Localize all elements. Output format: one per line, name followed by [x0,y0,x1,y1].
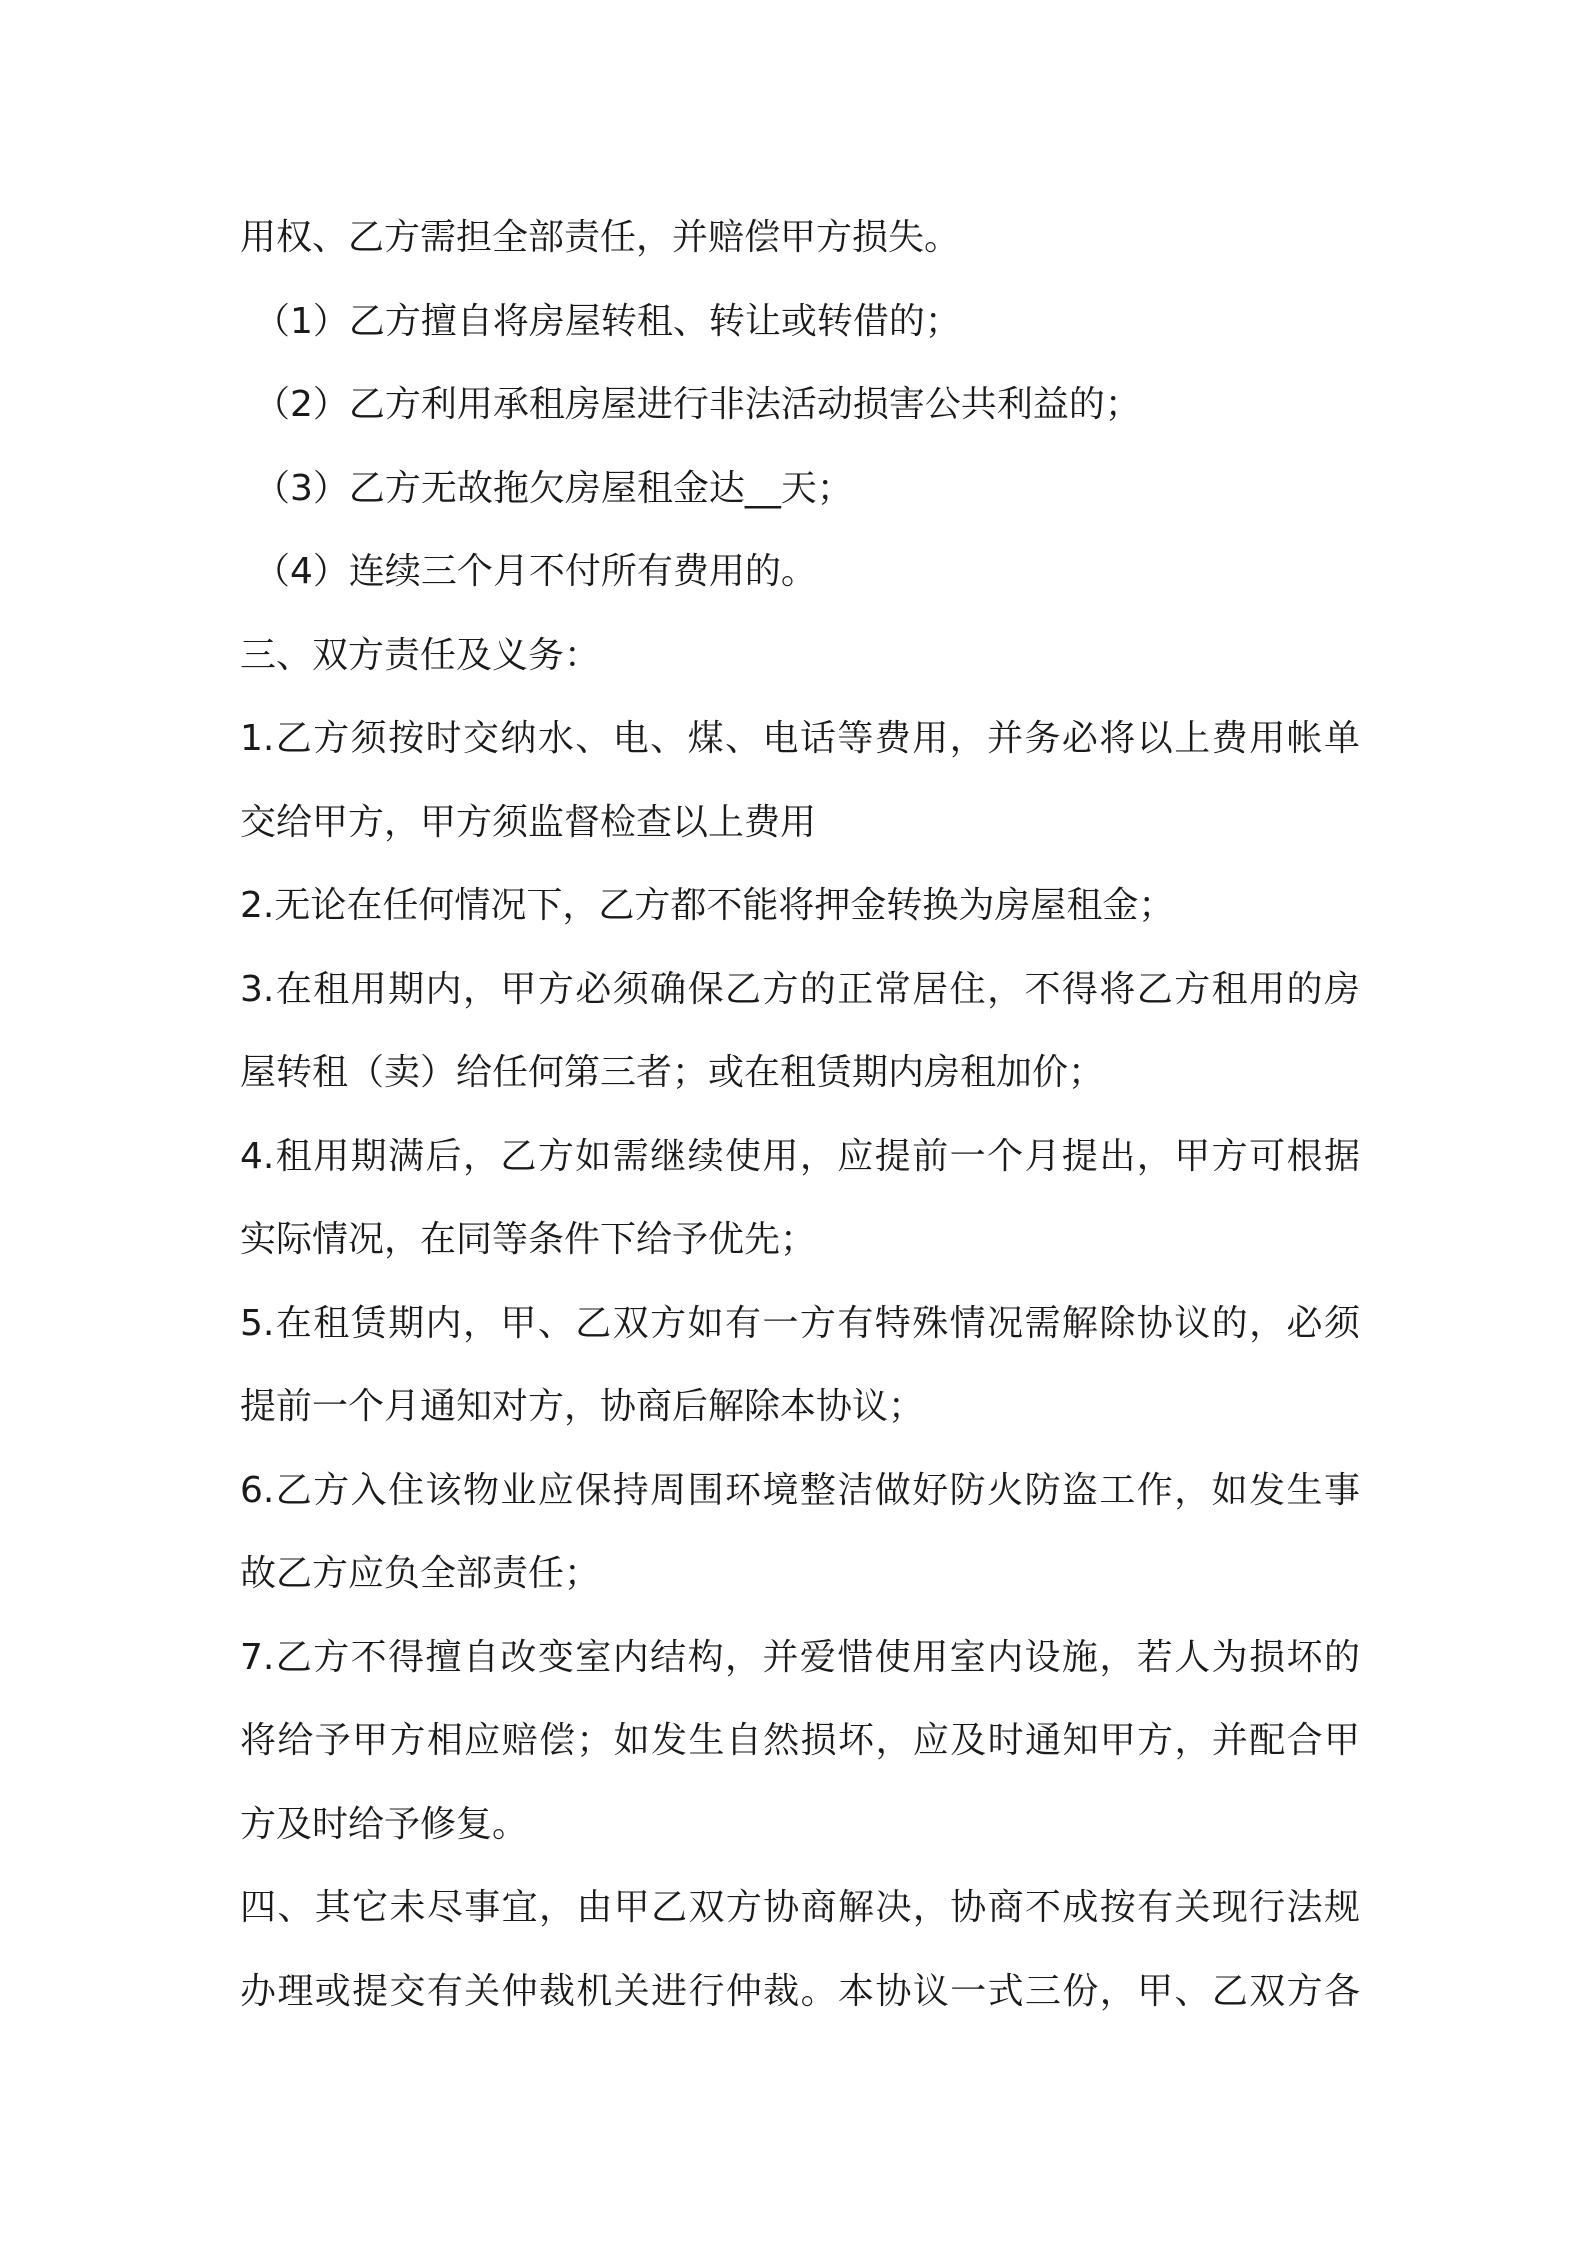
text-line: 7.乙方不得擅自改变室内结构，并爱惜使用室内设施，若人为损坏的 [240,1636,1360,1678]
text-line: 实际情况，在同等条件下给予优先； [240,1219,817,1260]
text-line: 1.乙方须按时交纳水、电、煤、电话等费用，并务必将以上费用帐单 [240,718,1360,759]
text-line: 方及时给予修复。 [240,1803,529,1845]
text-line: 提前一个月通知对方，协商后解除本协议； [240,1386,925,1427]
document-body [240,196,1360,2033]
list-item: （3）乙方无故拖欠房屋租金达__天； [254,467,853,509]
text-line: 故乙方应负全部责任； [240,1553,601,1594]
list-item: （4）连续三个月不付所有费用的。 [254,551,817,592]
text-line: 将给予甲方相应赔偿；如发生自然损坏，应及时通知甲方，并配合甲 [240,1720,1360,1761]
text-line: 交给甲方，甲方须监督检查以上费用 [240,801,817,843]
list-item: （2）乙方利用承租房屋进行非法活动损害公共利益的； [254,384,1141,425]
text-line: 用权、乙方需担全部责任，并赔偿甲方损失。 [240,217,961,258]
text-line: 3.在租用期内，甲方必须确保乙方的正常居住，不得将乙方租用的房 [240,968,1360,1010]
text-line: 6.乙方入住该物业应保持周围环境整洁做好防火防盗工作，如发生事 [240,1469,1360,1511]
section-heading: 四、其它未尽事宜，由甲乙双方协商解决，协商不成按有关现行法规 [240,1887,1360,1928]
text-line: 4.租用期满后，乙方如需继续使用，应提前一个月提出，甲方可根据 [240,1135,1360,1177]
text-line: 办理或提交有关仲裁机关进行仲裁。本协议一式三份，甲、乙双方各 [240,1970,1360,2012]
text-line: 屋转租（卖）给任何第三者；或在租赁期内房租加价； [240,1052,1105,1093]
list-item: （1）乙方擅自将房屋转租、转让或转借的； [254,300,961,342]
text-line: 5.在租赁期内，甲、乙双方如有一方有特殊情况需解除协议的，必须 [240,1302,1360,1344]
section-heading: 三、双方责任及义务： [240,634,601,676]
text-line: 2.无论在任何情况下，乙方都不能将押金转换为房屋租金； [240,885,1175,926]
